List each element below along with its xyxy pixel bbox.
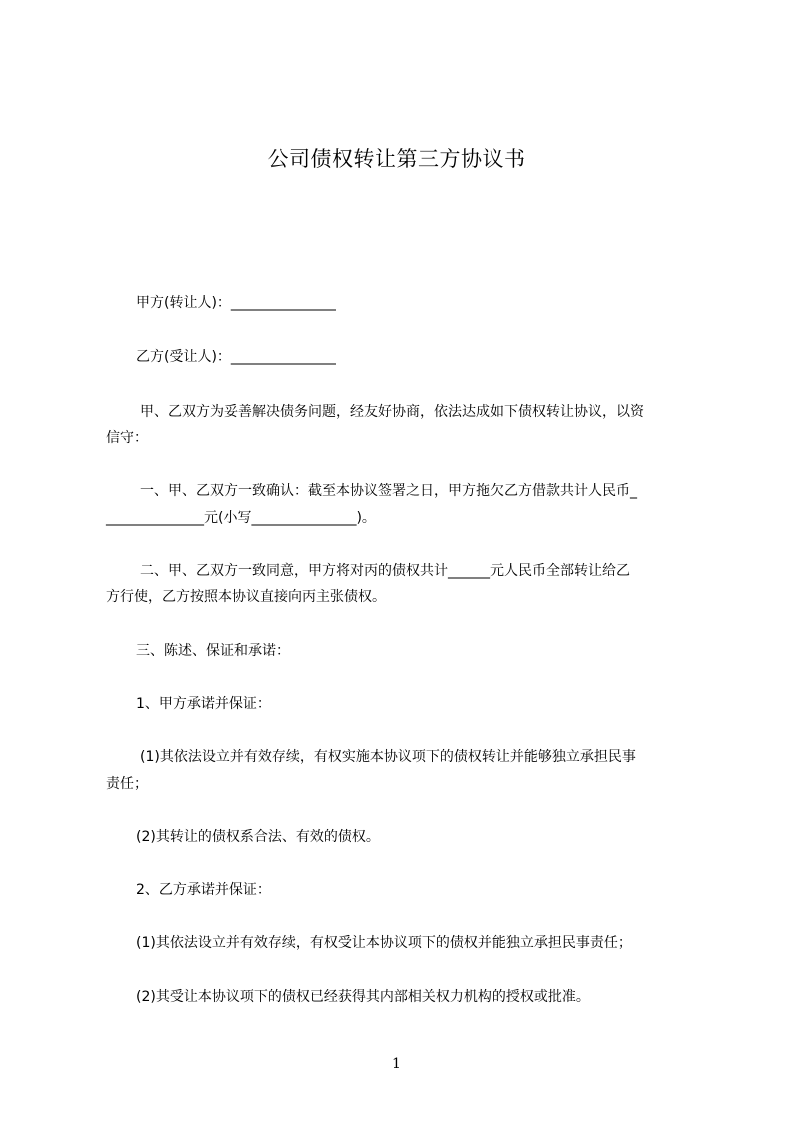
party-a-item-2: (2)其转让的债权系合法、有效的债权。	[136, 829, 380, 845]
clause-2-line-2: 方行使，乙方按照本协议直接向丙主张债权。	[106, 589, 386, 605]
intro-line-1: 甲、乙双方为妥善解决债务问题，经友好协商，依法达成如下债权转让协议，以资	[140, 404, 644, 420]
page-number: 1	[392, 1056, 401, 1072]
party-a-item-1-line-1: (1)其依法设立并有效存续，有权实施本协议项下的债权转让并能够独立承担民事	[140, 749, 636, 765]
party-a-item-1-line-2: 责任；	[106, 776, 148, 792]
clause-1-line-2: ______________元(小写_______________)。	[106, 510, 376, 526]
party-b-item-2: (2)其受让本协议项下的债权已经获得其内部相关权力机构的授权或批准。	[136, 989, 590, 1005]
party-a-warranty-heading: 1、甲方承诺并保证：	[136, 696, 271, 712]
party-b-line: 乙方(受让人)：_______________	[136, 349, 336, 365]
clause-3-heading: 三、陈述、保证和承诺：	[136, 643, 290, 659]
intro-line-2: 信守：	[106, 430, 148, 446]
clause-2-line-1: 二、甲、乙双方一致同意，甲方将对丙的债权共计______元人民币全部转让给乙	[140, 563, 630, 579]
party-b-warranty-heading: 2、乙方承诺并保证：	[136, 882, 271, 898]
party-b-item-1: (1)其依法设立并有效存续，有权受让本协议项下的债权并能独立承担民事责任；	[136, 935, 632, 951]
clause-1-line-1: 一、甲、乙双方一致确认：截至本协议签署之日，甲方拖欠乙方借款共计人民币_	[140, 483, 637, 499]
party-a-line: 甲方(转让人)：_______________	[136, 295, 336, 311]
document-title: 公司债权转让第三方协议书	[267, 147, 526, 171]
